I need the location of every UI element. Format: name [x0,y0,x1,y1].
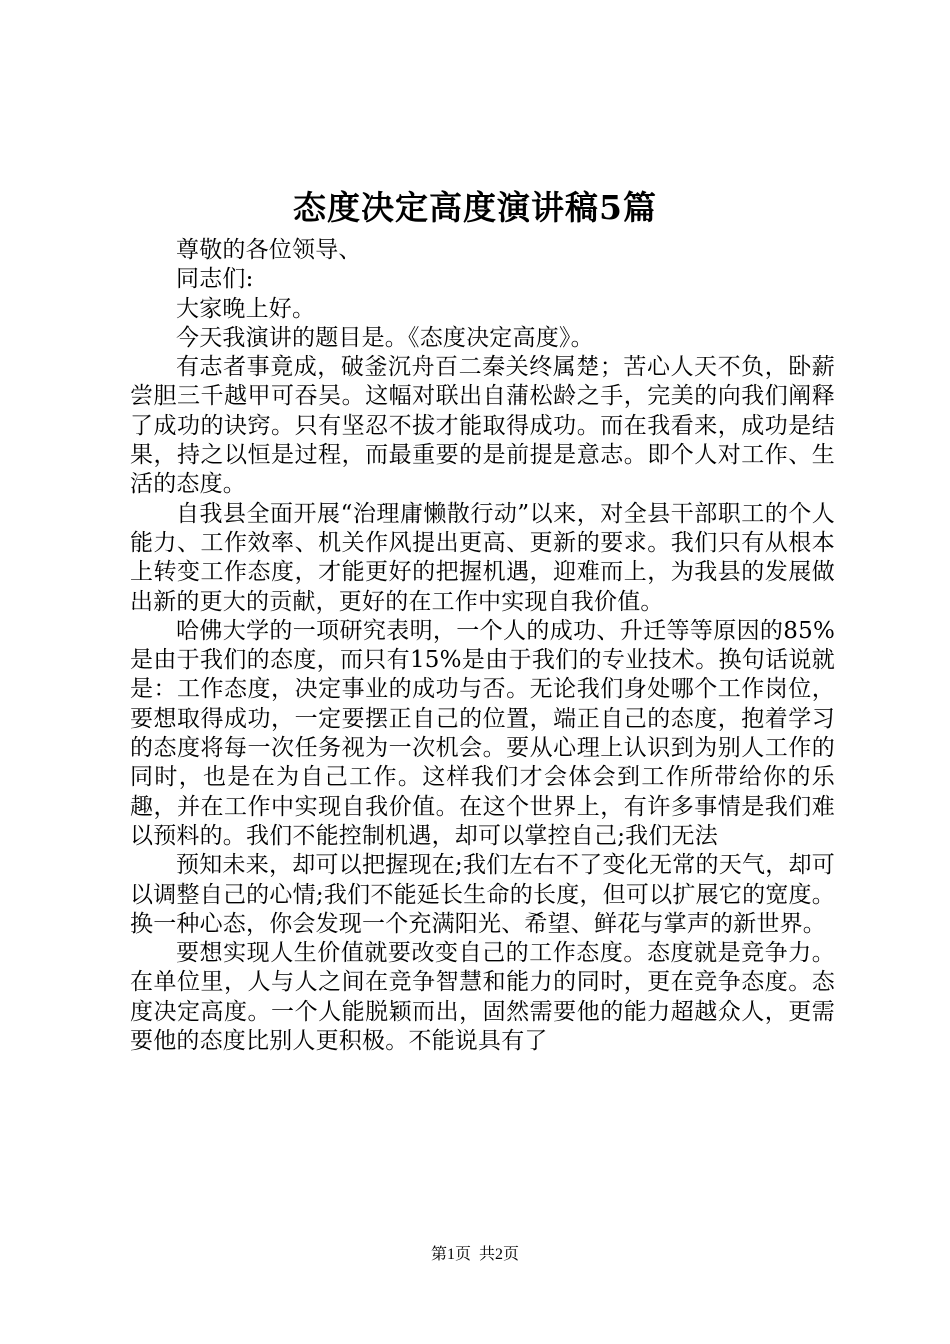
page-footer [0,1245,950,1265]
document-body [130,236,835,1056]
paragraph-life-value: 要想实现人生价值就要改变自己的工作态度。态度就是竞争力。在单位里，人与人之间在竞争智慧和能力的同时，更在竞争态度。态度决定高度。一个人能脱颖而出，固然需要他的能力超越众人，更需要他的态度比别人更积极。不能说具有了 [130,940,835,1055]
page-total: 共2页 [479,1246,520,1263]
paragraph-salutation-1: 尊敬的各位领导、 [176,237,362,263]
paragraph-county-campaign: 自我县全面开展“治理庸懒散行动”以来，对全县干部职工的个人能力、工作效率、机关作风提出更高、更新的要求。我们只有从根本上转变工作态度，才能更好的把握机遇，迎难而上，为我县的发展做出新的更大的贡献，更好的在工作中实现自我价值。 [130,500,835,615]
paragraph-greeting: 大家晚上好。 [176,295,316,322]
page-number: 第1页 [430,1246,471,1263]
paragraph-future: 预知未来，却可以把握现在;我们左右不了变化无常的天气，却可以调整自己的心情;我们不能延长生命的长度，但可以扩展它的宽度。换一种心态，你会发现一个充满阳光、希望、鲜花与掌声的新世界。 [130,852,835,937]
paragraph-salutation-2: 同志们: [176,266,254,293]
document-title: 态度决定高度演讲稿5篇 [293,188,657,227]
paragraph-topic: 今天我演讲的题目是。《态度决定高度》。 [176,324,594,351]
paragraph-harvard-study: 哈佛大学的一项研究表明，一个人的成功、升迁等等原因的85%是由于我们的态度，而只有15%是由于我们的专业技术。换句话说就是：工作态度，决定事业的成功与否。无论我们身处哪个工作岗位，要想取得成功，一定要摆正自己的位置，端正自己的态度，抱着学习的态度将每一次任务视为一次机会。要从心理上认识到为别人工作的同时，也是在为自己工作。这样我们才会体会到工作所带给你的乐趣，并在工作中实现自我价值。在这个世界上，有许多事情是我们难以预料的。我们不能控制机遇，却可以掌控自己;我们无法 [130,617,835,849]
paragraph-couplet: 有志者事竟成，破釜沉舟百二秦关终属楚；苦心人天不负，卧薪尝胆三千越甲可吞吴。这幅对联出自蒲松龄之手，完美的向我们阐释了成功的诀窍。只有坚忍不拔才能取得成功。而在我看来，成功是结果，持之以恒是过程，而最重要的是前提是意志。即个人对工作、生活的态度。 [130,354,835,498]
